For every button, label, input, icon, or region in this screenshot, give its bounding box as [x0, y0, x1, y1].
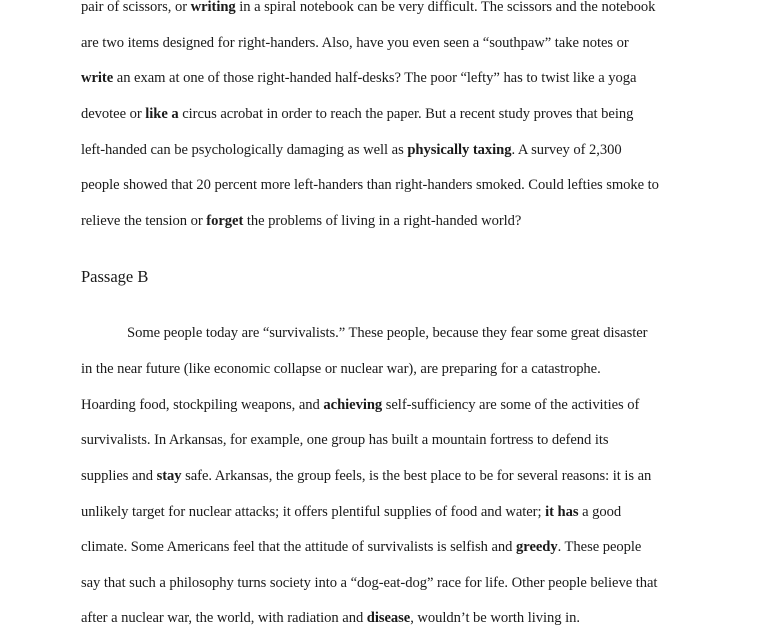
text-run: left-handed can be psychologically damaging as well as — [81, 142, 408, 158]
text-run: in the near future (like economic collapse or nuclear war), are preparing for a catastrophe. — [81, 361, 601, 377]
passage-a-line — [81, 69, 636, 87]
text-run: in a spiral notebook can be very difficult. The scissors and the notebook — [235, 0, 656, 15]
bold-word: stay — [156, 468, 182, 484]
text-run: circus acrobat in order to reach the paper. But a recent study proves that being — [178, 106, 634, 122]
bold-word: writing — [190, 0, 236, 15]
text-run: Some people today are “survivalists.” These people, because they fear some great disaster — [127, 325, 648, 341]
text-run: after a nuclear war, the world, with radiation and — [81, 610, 367, 626]
passage-a-line — [81, 212, 521, 230]
text-run: unlikely target for nuclear attacks; it offers plentiful supplies of food and water; — [81, 504, 546, 520]
bold-word: like a — [145, 106, 179, 122]
text-run: safe. Arkansas, the group feels, is the best place to be for several reasons: it is an — [181, 468, 652, 484]
text-run: . A survey of 2,300 — [511, 142, 622, 158]
passage-b-line — [81, 467, 651, 485]
bold-word: achieving — [323, 397, 383, 413]
passage-b-line — [81, 360, 601, 378]
text-run: Hoarding food, stockpiling weapons, and — [81, 397, 324, 413]
bold-word: it has — [545, 504, 579, 520]
passage-a-line — [81, 105, 633, 123]
passage-b-line — [81, 431, 609, 449]
text-run: a good — [578, 504, 622, 520]
passage-a-line — [81, 0, 655, 16]
text-run: supplies and — [81, 468, 157, 484]
text-run: devotee or — [81, 106, 146, 122]
text-run: self-sufficiency are some of the activities of — [382, 397, 640, 413]
text-run: say that such a philosophy turns society into a “dog-eat-dog” race for life. Other people believe that — [81, 575, 658, 591]
text-run: people showed that 20 percent more left-handers than right-handers smoked. Could lefties smoke to — [81, 177, 659, 193]
passage-a-line — [81, 34, 629, 52]
text-run: , wouldn’t be worth living in. — [410, 610, 580, 626]
passage-b-line — [81, 609, 580, 627]
text-run: . These people — [557, 539, 642, 555]
bold-word: write — [81, 70, 114, 86]
bold-word: forget — [206, 213, 244, 229]
passage-b-line — [81, 538, 641, 556]
passage-a-line — [81, 176, 659, 194]
text-run: relieve the tension or — [81, 213, 207, 229]
text-run: the problems of living in a right-handed world? — [243, 213, 522, 229]
passage-a-line — [81, 141, 622, 159]
passage-b-line — [127, 324, 647, 342]
passage-b-heading: Passage B — [81, 267, 149, 286]
passage-b-line — [81, 574, 657, 592]
text-run: pair of scissors, or — [81, 0, 191, 15]
bold-word: greedy — [516, 539, 558, 555]
bold-word: physically taxing — [407, 142, 512, 158]
passage-b-line — [81, 503, 621, 521]
text-run: climate. Some Americans feel that the attitude of survivalists is selfish and — [81, 539, 517, 555]
text-run: an exam at one of those right-handed half-desks? The poor “lefty” has to twist like a yoga — [113, 70, 637, 86]
bold-word: disease — [366, 610, 411, 626]
passage-b-line — [81, 396, 639, 414]
text-run: survivalists. In Arkansas, for example, one group has built a mountain fortress to defend its — [81, 432, 609, 448]
text-run: are two items designed for right-handers. Also, have you even seen a “southpaw” take notes or — [81, 35, 629, 51]
